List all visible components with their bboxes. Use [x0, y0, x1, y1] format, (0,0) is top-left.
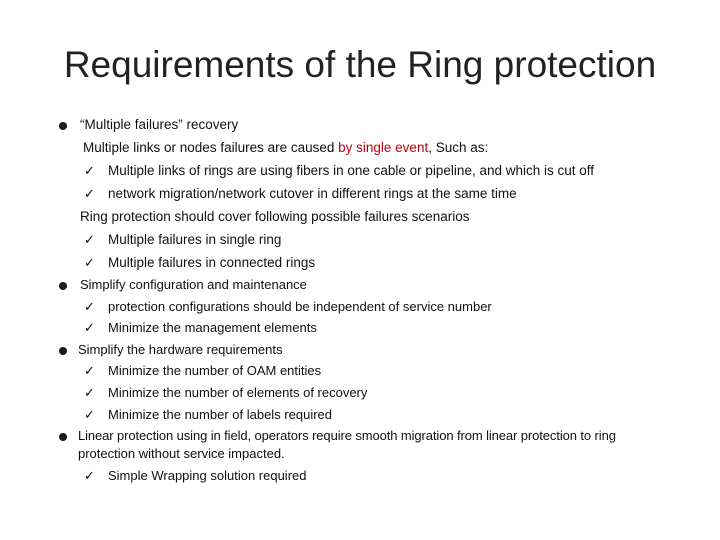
check-item: Simple Wrapping solution required: [108, 468, 307, 483]
bullet-text: Linear protection using in field, operators require smooth migration from linear protection to ring: [78, 428, 616, 443]
bullet-heading: “Multiple failures” recovery: [80, 117, 239, 132]
check-item: network migration/network cutover in different rings at the same time: [108, 186, 517, 201]
highlight-text: by single event: [338, 140, 429, 155]
paragraph-text: Multiple links or nodes failures are caused: [83, 140, 339, 155]
check-icon: ✓: [84, 232, 95, 247]
check-icon: ✓: [84, 255, 95, 270]
check-item: Multiple failures in single ring: [108, 232, 282, 247]
check-item: Multiple failures in connected rings: [108, 255, 316, 270]
check-item: Minimize the management elements: [108, 320, 317, 335]
check-icon: ✓: [84, 363, 95, 378]
bullet-text: protection without service impacted.: [78, 446, 285, 461]
check-item: Minimize the number of OAM entities: [108, 363, 322, 378]
bullet-heading: Simplify configuration and maintenance: [80, 277, 307, 292]
check-item: protection configurations should be independent of service number: [108, 299, 492, 314]
paragraph-text: , Such as:: [428, 140, 489, 155]
check-item: Minimize the number of elements of recovery: [108, 385, 368, 400]
check-item: Multiple links of rings are using fibers in one cable or pipeline, and which is cut off: [108, 163, 595, 178]
check-icon: ✓: [84, 407, 95, 422]
check-icon: ✓: [84, 186, 95, 201]
bullet-dot: [59, 282, 67, 290]
check-icon: ✓: [84, 468, 95, 483]
bullet-dot: [59, 122, 67, 130]
check-item: Minimize the number of labels required: [108, 407, 332, 422]
bullet-dot: [59, 347, 67, 355]
bullet-heading: Simplify the hardware requirements: [78, 342, 283, 357]
paragraph: [83, 139, 488, 157]
bullet-dot: [59, 433, 67, 441]
check-icon: ✓: [84, 320, 95, 335]
paragraph: Ring protection should cover following possible failures scenarios: [80, 209, 470, 224]
check-icon: ✓: [84, 163, 95, 178]
check-icon: ✓: [84, 299, 95, 314]
check-icon: ✓: [84, 385, 95, 400]
slide-title: Requirements of the Ring protection: [63, 44, 657, 85]
